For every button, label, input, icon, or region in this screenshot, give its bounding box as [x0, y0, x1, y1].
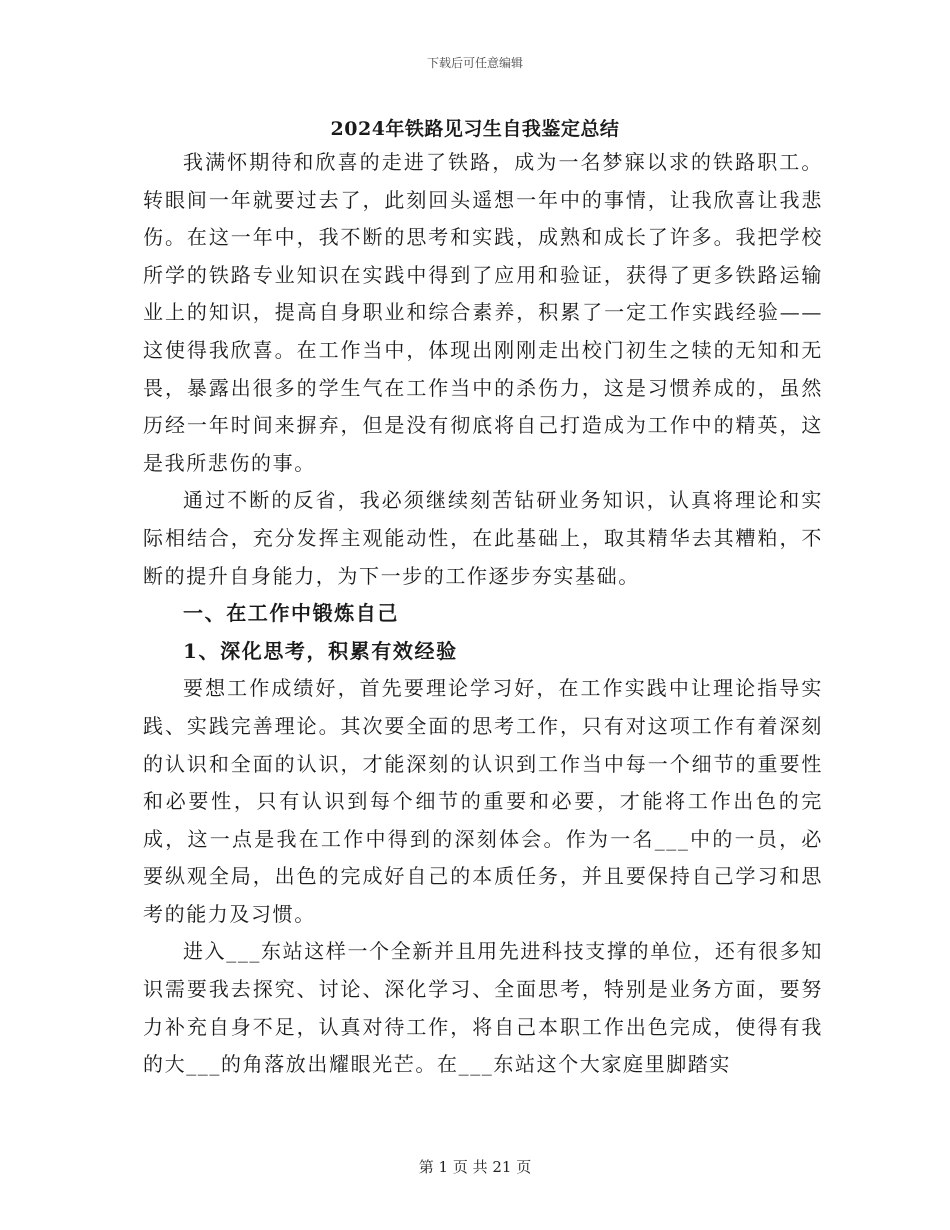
paragraph-east-station: 进入___东站这样一个全新并且用先进科技支撑的单位，还有很多知识需要我去探究、讨论、深化学习、全面思考，特别是业务方面，要努力补充自身不足，认真对待工作，将自己本职工作出色完成，使得有我的大___的角落放出耀眼光芒。在___东站这个大家庭里脚踏实: [143, 939, 823, 1077]
paragraph-intro: 我满怀期待和欣喜的走进了铁路，成为一名梦寐以求的铁路职工。转眼间一年就要过去了，此刻回头遥想一年中的事情，让我欣喜让我悲伤。在这一年中，我不断的思考和实践，成熟和成长了许多。我把学校所学的铁路专业知识在实践中得到了应用和验证，获得了更多铁路运输业上的知识，提高自身职业和综合素养，积累了一定工作实践经验——这使得我欣喜。在工作当中，体现出刚刚走出校门初生之犊的无知和无畏，暴露出很多的学生气在工作当中的杀伤力，这是习惯养成的，虽然历经一年时间来摒弃，但是没有彻底将自己打造成为工作中的精英，这是我所悲伤的事。: [143, 150, 823, 475]
document-title: 2024年铁路见习生自我鉴定总结: [330, 118, 620, 140]
paragraph-reflection: 通过不断的反省，我必须继续刻苦钻研业务知识，认真将理论和实际相结合，充分发挥主观能动性，在此基础上，取其精华去其糟粕，不断的提升自身能力，为下一步的工作逐步夯实基础。: [143, 488, 823, 588]
subsection-heading: 1、深化思考，积累有效经验: [183, 638, 458, 663]
document-body: [143, 144, 823, 1084]
paragraph-thinking: 要想工作成绩好，首先要理论学习好，在工作实践中让理论指导实践、实践完善理论。其次要全面的思考工作，只有对这项工作有着深刻的认识和全面的认识，才能深刻的认识到工作当中每一个细节的重要性和必要性，只有认识到每个细节的重要和必要，才能将工作出色的完成，这一点是我在工作中得到的深刻体会。作为一名___中的一员，必要纵观全局，出色的完成好自己的本质任务，并且要保持自己学习和思考的能力及习惯。: [143, 676, 823, 926]
header-note: 下载后可任意编辑: [426, 56, 523, 70]
section-heading: 一、在工作中锻炼自己: [183, 601, 399, 626]
page-number: 第 1 页 共 21 页: [418, 1158, 532, 1176]
